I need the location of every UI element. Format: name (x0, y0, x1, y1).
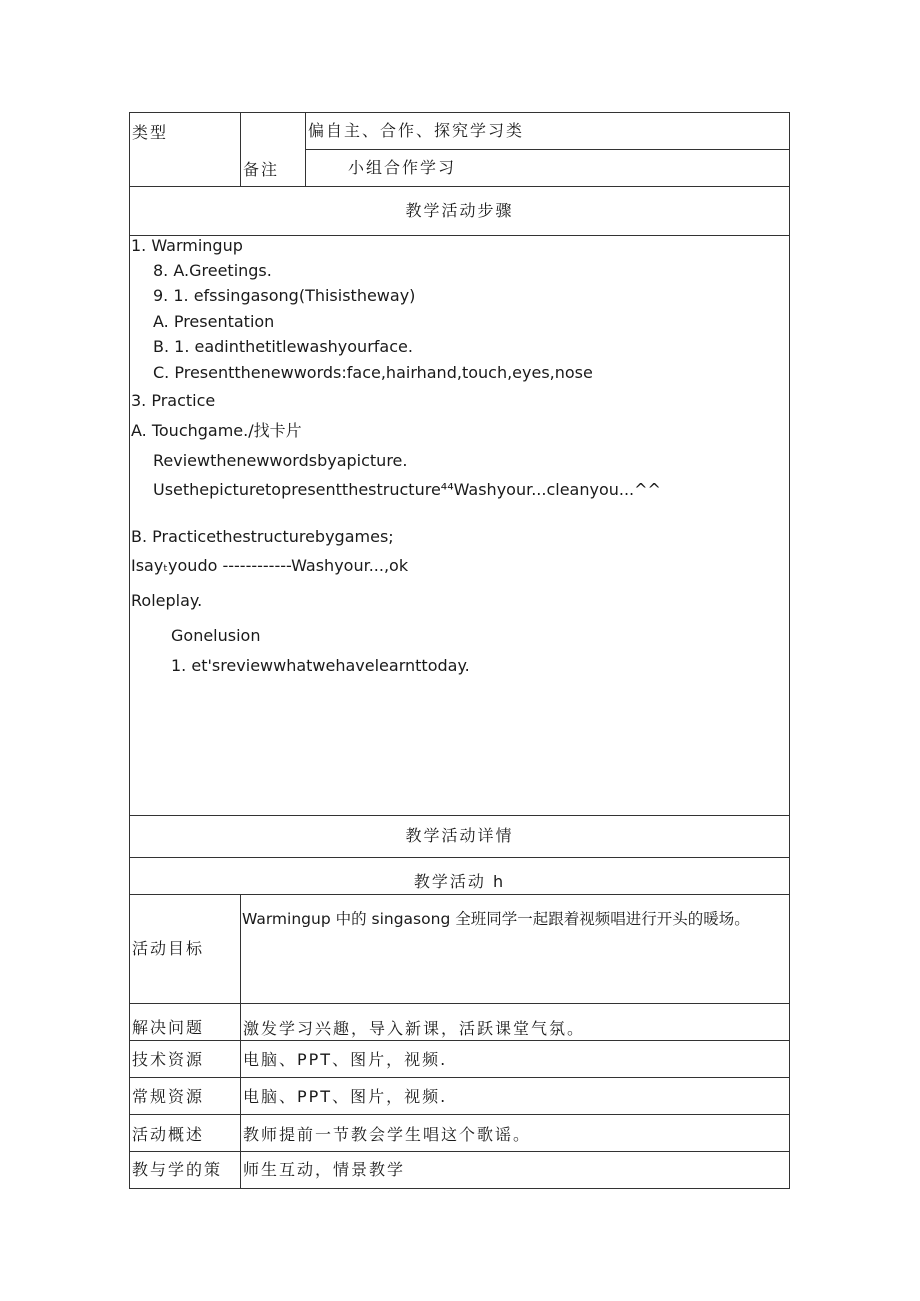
step-line: C. Presentthenewwords:face,hairhand,touch,eyes,nose (153, 363, 593, 382)
row-value: Warmingup 中的 singasong 全班同学一起跟着视频唱进行开头的暖场。 (242, 910, 750, 928)
step-line: A. Presentation (153, 312, 275, 331)
step-line: B. 1. eadinthetitlewashyourface. (153, 337, 413, 356)
row-label: 常规资源 (132, 1087, 205, 1106)
row-divider (129, 857, 790, 858)
column-divider (240, 112, 241, 186)
row-divider (129, 1077, 790, 1078)
column-divider (305, 112, 306, 186)
type-value: 偏自主、合作、探究学习类 (308, 121, 525, 140)
step-line: Usethepicturetopresentthestructure⁴⁴Washyour...cleanyou...^^ (153, 480, 661, 499)
note-label: 备注 (243, 160, 280, 179)
step-line: 1. et'sreviewwhatwehavelearnttoday. (171, 656, 470, 675)
row-value: 电脑、PPT、图片，视频. (243, 1050, 448, 1069)
step-line: 9. 1. efssingasong(Thisistheway) (153, 286, 416, 305)
step-line: 3. Practice (131, 391, 216, 410)
row-divider (129, 815, 790, 816)
row-divider (129, 1114, 790, 1115)
row-value: 激发学习兴趣，导入新课，活跃课堂气氛。 (243, 1019, 586, 1038)
row-label: 解决问题 (132, 1018, 205, 1037)
note-value: 小组合作学习 (348, 158, 457, 177)
row-value: 电脑、PPT、图片，视频. (243, 1087, 448, 1106)
row-divider (129, 186, 790, 187)
row-divider (129, 1151, 790, 1152)
row-divider (129, 1040, 790, 1041)
row-divider (305, 149, 790, 150)
row-label: 教与学的策 (132, 1160, 223, 1179)
step-line: A. Touchgame./找卡片 (131, 421, 302, 440)
step-line: 8. A.Greetings. (153, 261, 272, 280)
column-divider (240, 894, 241, 1189)
step-line: B. Practicethestructurebygames; (131, 527, 394, 546)
row-divider (129, 1003, 790, 1004)
step-line: Isayₜyoudo ------------Washyour...,ok (131, 556, 409, 575)
row-value: 教师提前一节教会学生唱这个歌谣。 (243, 1125, 532, 1144)
details-title: 教学活动详情 (405, 826, 514, 845)
row-divider (129, 894, 790, 895)
steps-title: 教学活动步骤 (405, 201, 514, 220)
step-line: Reviewthenewwordsbyapicture. (153, 451, 408, 470)
step-line: Roleplay. (131, 591, 203, 610)
row-label: 活动概述 (132, 1125, 205, 1144)
row-label: 活动目标 (132, 939, 205, 958)
step-line: Gonelusion (171, 626, 261, 645)
step-line: 1. Warmingup (131, 236, 243, 255)
row-label: 技术资源 (132, 1050, 205, 1069)
type-label: 类型 (132, 123, 169, 142)
activity-title: 教学活动 h (413, 872, 506, 891)
row-value: 师生互动，情景教学 (243, 1160, 406, 1179)
